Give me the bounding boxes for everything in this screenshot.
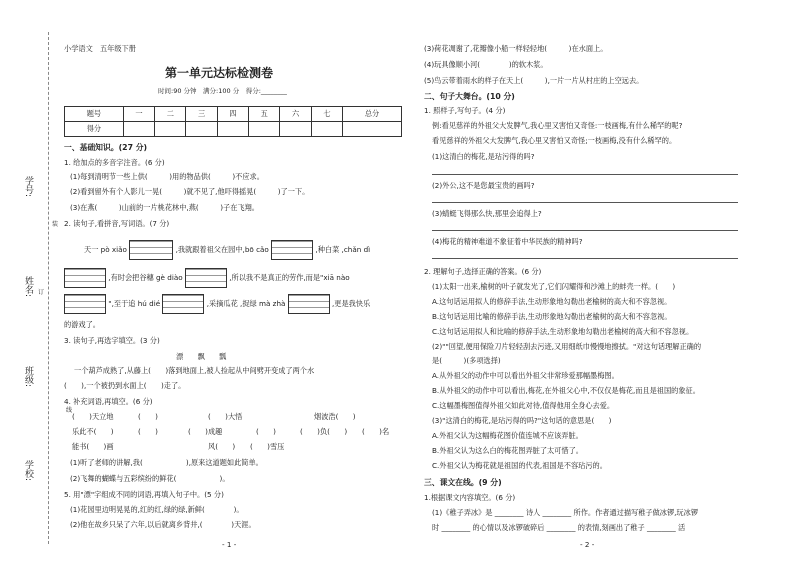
pinyin-text: ,采摘瓜花 ,捉绿 mà zhà	[206, 299, 286, 308]
binding-dashed-line	[48, 32, 49, 544]
question-r5: (5)鸟云带着雨水的样子在天上( ),一片一片从村庄的上空远去。	[424, 76, 644, 85]
question-3-line-2: ( ),一个被扔到水面上( )走了。	[64, 381, 186, 390]
question-3: 3. 读句子,再选字填空。(3 分)	[64, 336, 160, 345]
score-cell[interactable]	[123, 122, 154, 137]
idiom-item: ( )	[256, 427, 276, 436]
choice-question-3: (3)"这清白的梅花,是玷污得的吗?"这句话的意思是( )	[432, 416, 612, 425]
answer-line[interactable]	[432, 174, 738, 175]
score-cell[interactable]	[155, 122, 186, 137]
pinyin-text: ,我就跟着祖父在园中,bō cǎo	[175, 245, 269, 254]
choice-question-2-cont: 是( )(多项选择)	[432, 356, 501, 365]
question-1: 1. 给加点的多音字注音。(6 分)	[64, 158, 165, 167]
choice-option-c: C.这句话运用拟人和比喻的修辞手法,生动形象地勾勒出老榆树的高大和不容忽视。	[432, 327, 694, 336]
idiom-item: ( )雪压	[250, 442, 285, 451]
question-4: 4. 补充词语,再填空。(6 分)	[64, 397, 153, 406]
answer-line[interactable]	[432, 230, 738, 231]
score-header: 七	[311, 107, 342, 122]
question-r3: (3)荷花凋谢了,花瓣像小船一样轻轻地( )在水面上。	[424, 44, 608, 53]
choice-option-b: B.外祖父认为这么白的梅花图弄脏了太可惜了。	[432, 446, 583, 455]
question-r4: (4)玩具像顺小河( )的软木浆。	[424, 60, 548, 69]
name-label: 姓名:	[23, 276, 33, 298]
choice-option-a: A.从外祖父的动作中可以看出外祖父非常珍爱那幅墨梅图。	[432, 371, 619, 380]
score-cell[interactable]	[217, 122, 248, 137]
choice-question-2: (2)""回望,便用保险刀片轻轻刮去污迹,又用细纸巾慢慢地擦拭。"对这句话理解正确的	[432, 342, 702, 351]
question-4-1: (1)听了老师的讲解,我( ),原来这道题如此简单。	[70, 458, 263, 467]
subject-header: 小学语文 五年级下册	[64, 44, 136, 53]
pinyin-text: ,有时会把谷穗 gè diào	[108, 273, 183, 282]
pinyin-line-1	[84, 240, 370, 260]
idiom-item: 烟波浩( )	[314, 412, 356, 421]
idiom-item: ( )	[138, 412, 158, 421]
pinyin-text: ,种白菜 ,chǎn dì	[315, 245, 371, 254]
writing-grid[interactable]	[64, 268, 106, 288]
score-table	[64, 106, 402, 137]
class-label: 班级:	[23, 366, 33, 388]
score-cell[interactable]	[249, 122, 280, 137]
writing-grid[interactable]	[64, 294, 106, 314]
score-header: 四	[217, 107, 248, 122]
score-header: 一	[123, 107, 154, 122]
pinyin-text: ,所以我不是真正的劳作,而是"xiā nào	[229, 273, 350, 282]
idiom-item: ( )大悟	[208, 412, 243, 421]
question-3-line-1: 一个葫芦成熟了,从藤上( )落到地面上,被人捡起从中间劈开变成了两个水	[74, 366, 315, 375]
score-cell[interactable]	[311, 122, 342, 137]
school-label: 学校:	[23, 460, 33, 482]
section-3-heading: 三、课文在线。(9 分)	[424, 478, 502, 487]
score-header: 题号	[65, 107, 124, 122]
page-number-left: - 1 -	[222, 540, 237, 549]
writing-grid[interactable]	[162, 294, 204, 314]
choice-option-b: B.从外祖父的动作中可以看出,梅花,在外祖父心中,不仅仅是梅花,而且是祖国的象征。	[432, 386, 700, 395]
pinyin-line-4: 的游戏了。	[64, 320, 100, 329]
score-header: 三	[186, 107, 217, 122]
question-5-2: (2)他在故乡只呆了六年,以后就离乡背井,( )天涯。	[70, 520, 256, 529]
pinyin-line-2	[64, 268, 350, 288]
score-cell[interactable]	[280, 122, 311, 137]
answer-line[interactable]	[432, 202, 738, 203]
idiom-item: 能书( )画	[72, 442, 114, 451]
choice-question-1: (1)太阳一出来,榆树的叶子就发光了,它们闪耀得和沙滩上的蚌壳一样。( )	[432, 282, 676, 291]
question-4-2: (2)飞舞的蝴蝶与五彩缤纷的鲜花( )。	[70, 474, 230, 483]
section-2-question-2: 2. 理解句子,选择正确的答案。(6 分)	[424, 267, 542, 276]
pinyin-text: ,更是我快乐	[332, 299, 371, 308]
question-2: 2. 读句子,看拼音,写词语。(7 分)	[64, 219, 170, 228]
score-header: 二	[155, 107, 186, 122]
choice-option-a: A.这句话运用拟人的修辞手法,生动形象地勾勒出老榆树的高大和不容忽视。	[432, 297, 672, 306]
idiom-item: 乐此不( )	[72, 427, 114, 436]
idiom-item: ( )名	[362, 427, 390, 436]
example-line-1: 例:看见慈祥的外祖父大发脾气,我心里又害怕又奇怪:一枝画梅,有什么稀罕的呢?	[432, 121, 683, 130]
question-1-1: (1)每到清明节一些上供( )用的物品供( )不应求。	[70, 172, 264, 181]
question-5: 5. 用"漂"字组成不同的词语,再填入句子中。(5 分)	[64, 490, 224, 499]
idiom-item: ( )负( )	[300, 427, 348, 436]
sentence-4: (4)梅花的精神难道不象征着中华民族的精神吗?	[432, 237, 583, 246]
sentence-1: (1)这清白的梅花,是玷污得的吗?	[432, 152, 535, 161]
writing-grid[interactable]	[185, 268, 227, 288]
choice-option-b: B.这句话运用比喻的修辞手法,生动形象地勾勒出老榆树的高大和不容忽视。	[432, 312, 672, 321]
idiom-item: ( )成趣	[188, 427, 223, 436]
score-header: 五	[249, 107, 280, 122]
sentence-3: (3)蜻蜓飞得那么快,那里会追得上?	[432, 209, 542, 218]
idiom-item: ( )	[138, 427, 158, 436]
binding-mark: 线	[66, 407, 73, 414]
score-header: 总分	[343, 107, 402, 122]
idiom-item: 风( )	[208, 442, 236, 451]
score-row-label: 得分	[65, 122, 124, 137]
page-title: 第一单元达标检测卷	[165, 66, 274, 80]
section-2-question-1: 1. 照样子,写句子。(4 分)	[424, 106, 506, 115]
choice-option-c: C.外祖父认为梅花就是祖国的代表,祖国是不容玷污的。	[432, 461, 607, 470]
writing-grid[interactable]	[271, 240, 313, 260]
pinyin-text: 天一 pò xiǎo	[84, 245, 127, 254]
question-1-2: (2)看到留外有个人影儿一晃( )就不见了,他吓得摇晃( )了一下。	[70, 187, 310, 196]
fill-line-1: (1)《稚子弄冰》是 ________ 诗人 ________ 所作。作者通过描写稚子做冰锣,玩冰锣	[432, 508, 698, 517]
pinyin-line-3	[64, 294, 370, 314]
section-2-heading: 二、句子大舞台。(10 分)	[424, 92, 515, 101]
score-header: 六	[280, 107, 311, 122]
question-3-options: 漂 飘 瓢	[176, 352, 227, 361]
exam-meta: 时间:90 分钟 满分:100 分 得分:________	[158, 87, 287, 95]
example-line-2: 看见慈祥的外祖父大发脾气,我心里又害怕又奇怪;一枝画梅,没有什么稀罕的。	[432, 136, 677, 145]
writing-grid[interactable]	[129, 240, 173, 260]
score-cell[interactable]	[186, 122, 217, 137]
choice-option-a: A.外祖父认为这幅梅花图价值连城不应该弄脏。	[432, 431, 583, 440]
idiom-item: ( )天立地	[72, 412, 114, 421]
section-3-question-1: 1.根据课文内容填空。(6 分)	[424, 493, 516, 502]
pinyin-text: ",至于追 hú dié	[108, 299, 161, 308]
choice-option-c: C.这幅墨梅图值得外祖父如此对待,值得他用全身心去爱。	[432, 401, 615, 410]
binding-mark: 装	[52, 221, 59, 228]
answer-line[interactable]	[432, 258, 738, 259]
sentence-2: (2)外公,这不是您最宝贵的画吗?	[432, 181, 535, 190]
page-number-right: - 2 -	[580, 540, 595, 549]
binding-mark: 订	[38, 289, 45, 296]
fill-line-2: 时 ________ 的心情以及冰锣破碎后 ________ 的表情,刻画出了稚子 ________ 活	[432, 523, 686, 532]
question-1-3: (3)在燕( )山前的一片桃花林中,燕( )子在飞翔。	[70, 203, 259, 212]
writing-grid[interactable]	[288, 294, 330, 314]
student-number-label: 学号:	[23, 176, 33, 198]
section-1-heading: 一、基础知识。(27 分)	[64, 143, 148, 152]
question-5-1: (1)花园里边明晃晃的,红的红,绿的绿,新鲜( )。	[70, 505, 244, 514]
score-cell[interactable]	[343, 122, 402, 137]
